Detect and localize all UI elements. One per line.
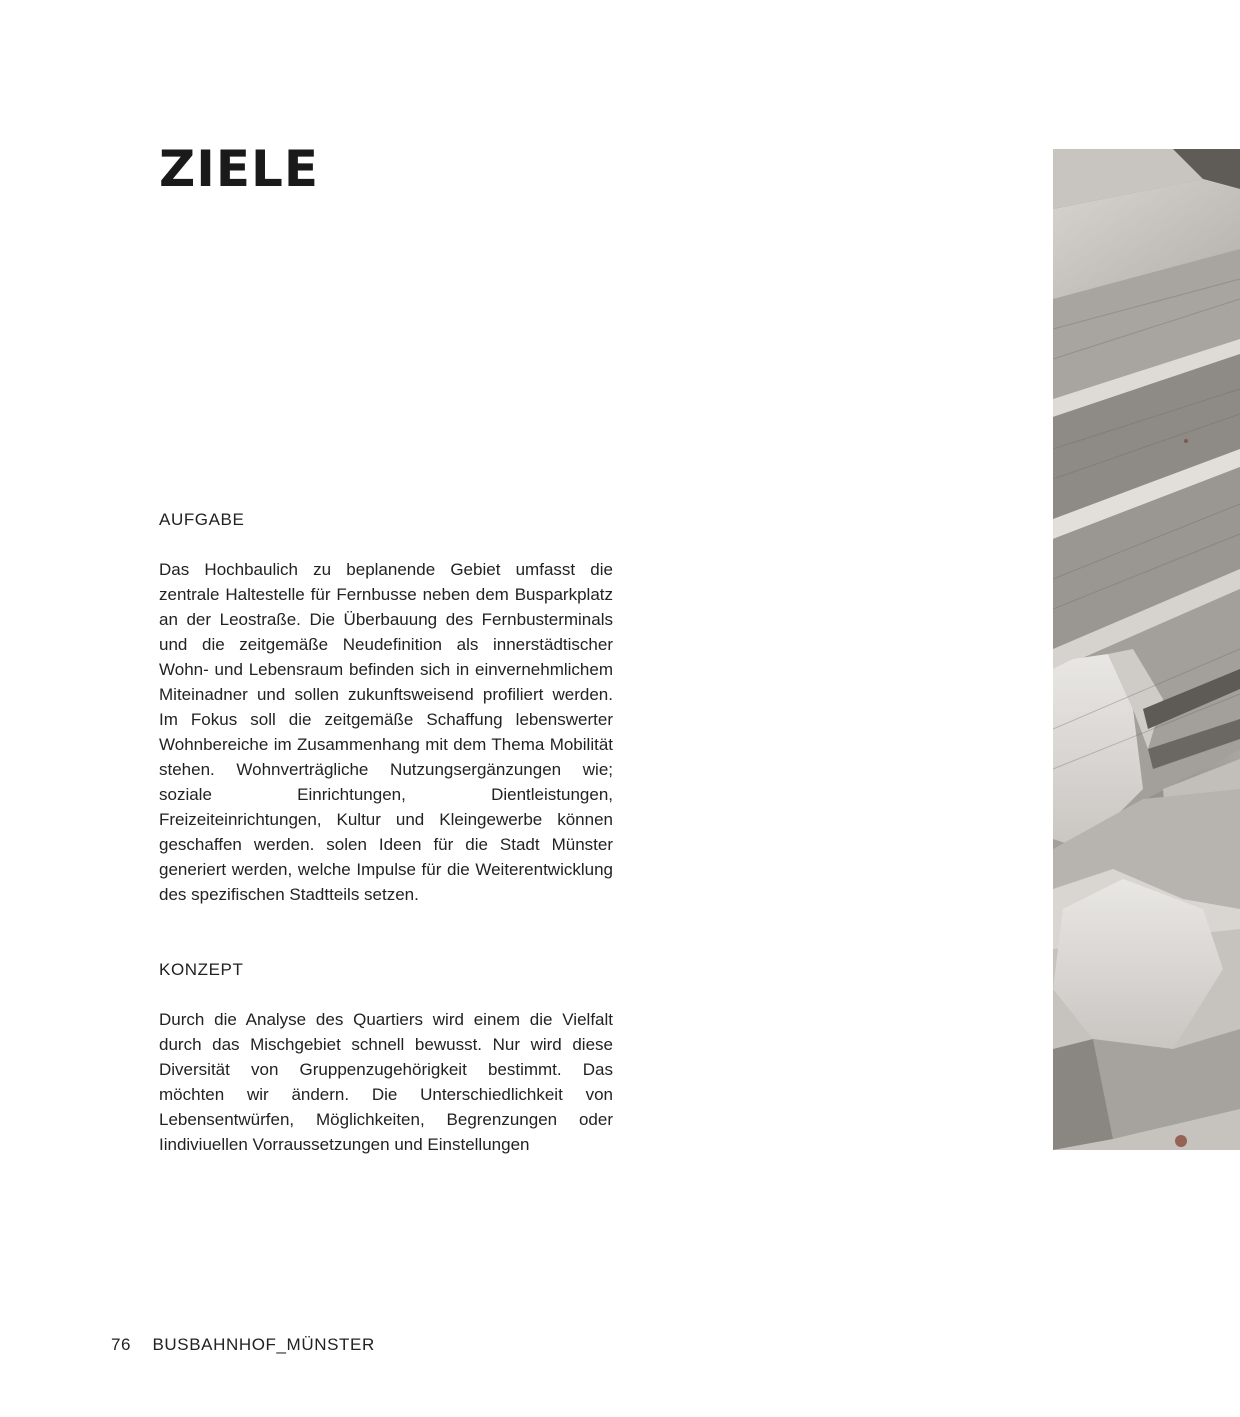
wooden-model-photo: [1053, 149, 1240, 1150]
section-body-konzept: Durch die Analyse des Quartiers wird einem die Vielfalt durch das Mischgebiet schnell bewusst. Nur wird diese Diversität von Gruppenzugehörigkeit bestimmt. Das möchten wir ändern. Die Unterschiedlichkeit von Lebensentwürfen, Möglichkeiten, Begrenzungen oder Iindiviuellen Vorraussetzungen und Einstellungen: [159, 1010, 613, 1154]
page-title: ZIELE: [159, 140, 320, 198]
page-number: 76: [111, 1335, 132, 1354]
publication-title: BUSBAHNHOF_MÜNSTER: [152, 1335, 375, 1354]
wooden-model-illustration: [1053, 149, 1240, 1150]
section-heading-aufgabe: AUFGABE: [159, 510, 245, 529]
section-body-aufgabe: Das Hochbaulich zu beplanende Gebiet umfasst die zentrale Haltestelle für Fernbusse neben dem Busparkplatz an der Leostraße. Die Überbauung des Fernbusterminals und die zeitgemäße Neudefinition als innerstädtischer Wohn- und Lebensraum befinden sich in einvernehmlichem Miteinadner und sollen zukunftsweisend profiliert werden. Im Fokus soll die zeitgemäße Schaffung lebenswerter Wohnbereiche im Zusammenhang mit dem Thema Mobilität stehen. Wohnverträgliche Nutzungsergänzungen wie; soziale Einrichtungen, Dientleistungen, Freizeiteinrichtungen, Kultur und Kleingewerbe können geschaffen werden. solen Ideen für die Stadt Münster generiert werden, welche Impulse für die Weiterentwicklung des spezifischen Stadtteils setzen.: [159, 560, 613, 904]
page-footer: [111, 1332, 375, 1357]
section-heading-konzept: KONZEPT: [159, 960, 244, 979]
